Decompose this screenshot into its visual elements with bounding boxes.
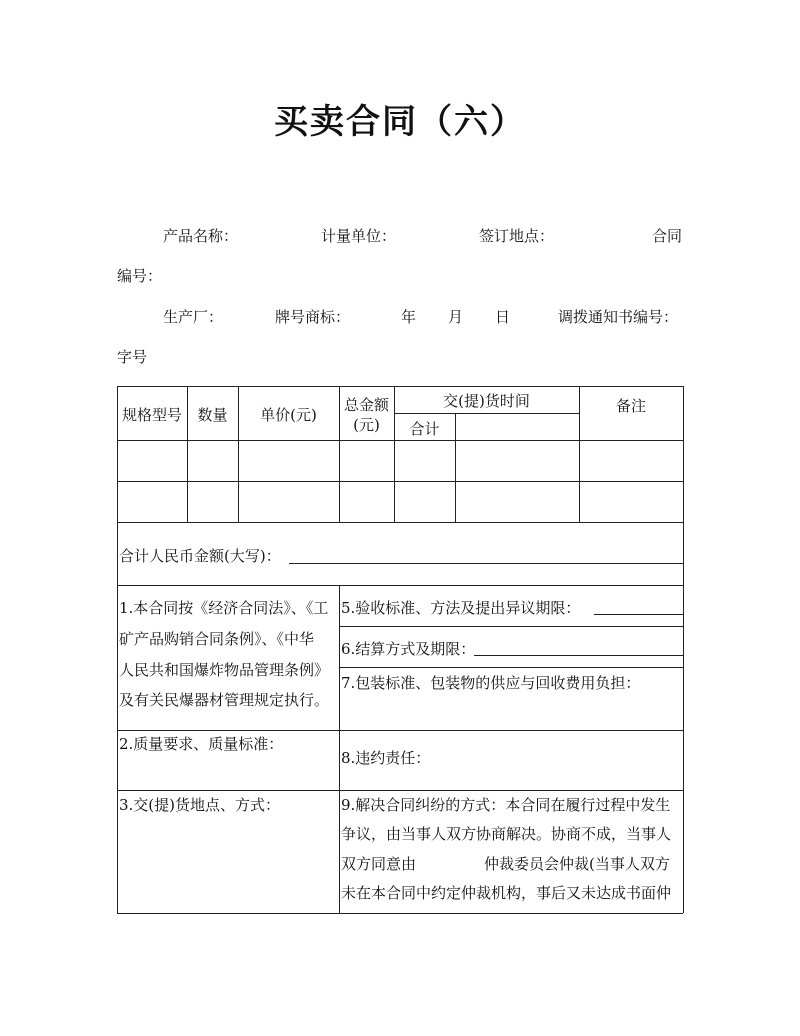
term-9-line: 争议，由当事人双方协商解决。协商不成，当事人 bbox=[341, 825, 672, 843]
term-1-line: 及有关民爆器材管理规定执行。 bbox=[119, 691, 330, 709]
zihao-label: 字号 bbox=[117, 348, 148, 366]
rmb-total-label: 合计人民币金额(大写)： bbox=[119, 547, 281, 565]
term-7: 7.包装标准、包装物的供应与回收费用负担： bbox=[341, 674, 641, 692]
month-label: 月 bbox=[448, 308, 464, 326]
term-9-line: 双方同意由 bbox=[341, 855, 417, 873]
term-8: 8.违约责任： bbox=[341, 749, 431, 767]
header-total-amount: 总金额 bbox=[343, 396, 389, 414]
product-name-label: 产品名称： bbox=[163, 227, 239, 245]
contract-label: 合同 bbox=[652, 227, 683, 245]
header-qty: 数量 bbox=[197, 406, 228, 424]
term-1-line: 人民共和国爆炸物品管理条例》 bbox=[119, 661, 330, 679]
term-6-blank bbox=[474, 655, 683, 656]
document-title: 买卖合同（六） bbox=[274, 102, 526, 142]
term-1-line: 1.本合同按《经济合同法》、《工 bbox=[119, 599, 329, 617]
sign-place-label: 签订地点： bbox=[479, 227, 555, 245]
year-label: 年 bbox=[401, 308, 417, 326]
unit-label: 计量单位： bbox=[321, 227, 397, 245]
term-2: 2.质量要求、质量标准： bbox=[119, 735, 284, 753]
header-spec: 规格型号 bbox=[121, 406, 182, 424]
manufacturer-label: 生产厂： bbox=[163, 308, 224, 326]
header-total-amount-unit: (元) bbox=[353, 416, 380, 434]
term-3: 3.交(提)货地点、方式： bbox=[119, 796, 281, 814]
header-subtotal: 合计 bbox=[409, 420, 440, 438]
header-remarks: 备注 bbox=[615, 397, 646, 415]
term-9-line: 仲裁委员会仲裁(当事人双方 bbox=[484, 855, 670, 873]
term-1-line: 矿产品购销合同条例》、《中华 bbox=[119, 630, 315, 648]
term-9-line: 9.解决合同纠纷的方式：本合同在履行过程中发生 bbox=[341, 796, 671, 814]
header-delivery-time: 交(提)货时间 bbox=[443, 392, 530, 410]
term-9-line: 未在本合同中约定仲裁机构，事后又未达成书面仲 bbox=[341, 884, 672, 902]
contract-number-label: 编号： bbox=[117, 267, 163, 285]
day-label: 日 bbox=[495, 308, 511, 326]
brand-label: 牌号商标： bbox=[275, 308, 351, 326]
notice-number-label: 调拨通知书编号： bbox=[558, 308, 679, 326]
term-5: 5.验收标准、方法及提出异议期限： bbox=[341, 599, 581, 617]
header-unit-price: 单价(元) bbox=[260, 406, 317, 424]
term-6: 6.结算方式及期限： bbox=[341, 640, 476, 658]
term-5-blank bbox=[594, 614, 683, 615]
rmb-total-blank bbox=[289, 563, 683, 564]
